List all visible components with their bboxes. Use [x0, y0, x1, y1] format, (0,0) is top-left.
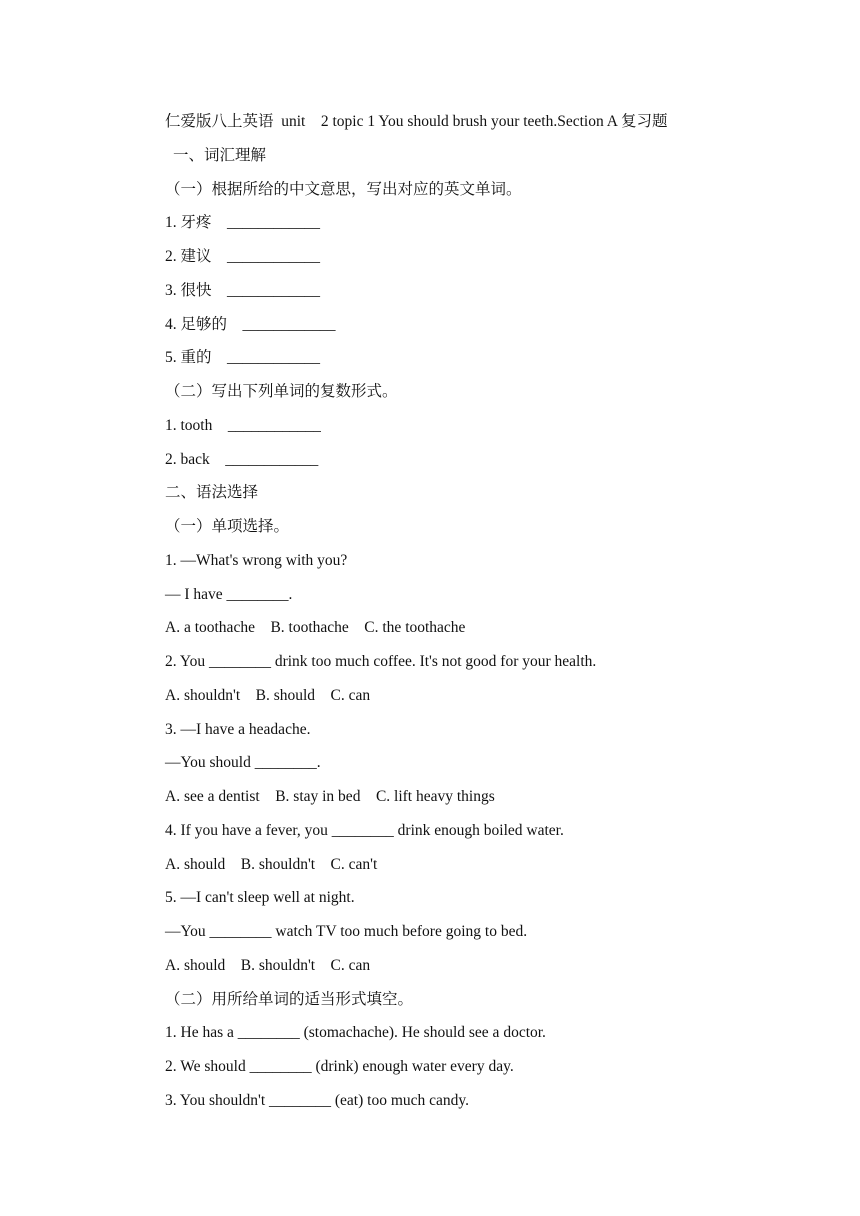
instruction-multiple-choice: （一）单项选择。 [165, 518, 290, 535]
question-line: 3. —I have a headache. [165, 720, 311, 738]
vocab-item: 5. 重的 ____________ [165, 349, 321, 367]
instruction-write-english-words: （一）根据所给的中文意思，写出对应的英文单词。 [165, 180, 522, 198]
question-line: —You should ________. [165, 754, 321, 772]
vocab-item: 3. 很快 ____________ [165, 281, 321, 299]
answer-options: A. should B. shouldn't C. can't [165, 855, 378, 873]
question-line: 1. —What's wrong with you? [165, 551, 348, 569]
answer-options: A. see a dentist B. stay in bed C. lift heavy things [165, 788, 495, 805]
document-title: 仁爱版八上英语 unit 2 topic 1 You should brush your teeth.Section A 复习题 [165, 113, 668, 130]
fill-blank-item: 1. He has a ________ (stomachache). He should see a doctor. [165, 1024, 546, 1042]
vocab-item: 2. 建议 ____________ [165, 248, 321, 265]
section-heading-vocabulary: 一、词汇理解 [173, 146, 267, 164]
answer-options: A. a toothache B. toothache C. the toothache [165, 619, 466, 637]
question-line: —You ________ watch TV too much before going to bed. [165, 923, 528, 940]
vocab-item: 4. 足够的 ____________ [165, 315, 336, 333]
vocab-item: 1. 牙疼 ____________ [165, 214, 321, 232]
document-content [165, 111, 785, 1124]
question-line: 4. If you have a fever, you ________ drink enough boiled water. [165, 821, 564, 839]
instruction-plural-forms: （二）写出下列单词的复数形式。 [165, 383, 398, 400]
question-line: 2. You ________ drink too much coffee. It's not good for your health. [165, 653, 597, 670]
answer-options: A. shouldn't B. should C. can [165, 686, 371, 704]
plural-item: 1. tooth ____________ [165, 416, 321, 434]
question-line: 5. —I can't sleep well at night. [165, 889, 355, 907]
instruction-fill-in-blanks: （二）用所给单词的适当形式填空。 [165, 990, 414, 1008]
answer-options: A. should B. shouldn't C. can [165, 956, 371, 974]
section-heading-grammar: 二、语法选择 [165, 484, 259, 502]
fill-blank-item: 3. You shouldn't ________ (eat) too much candy. [165, 1091, 470, 1109]
fill-blank-item: 2. We should ________ (drink) enough water every day. [165, 1058, 514, 1075]
question-line: — I have ________. [165, 585, 293, 603]
plural-item: 2. back ____________ [165, 450, 319, 468]
